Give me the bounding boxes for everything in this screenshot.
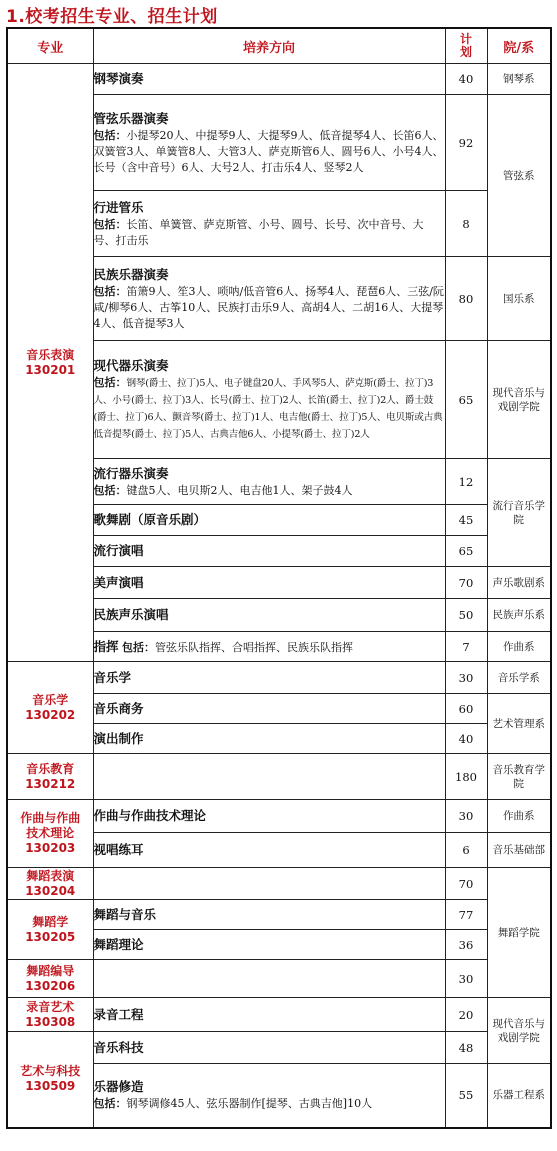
direction-cell: 歌舞剧（原音乐剧） xyxy=(93,505,445,536)
plan-cell: 70 xyxy=(445,567,487,599)
direction-cell: 美声演唱 xyxy=(93,567,445,599)
plan-cell: 180 xyxy=(445,754,487,800)
dept-cell: 作曲系 xyxy=(487,632,551,662)
plan-cell: 45 xyxy=(445,505,487,536)
plan-cell: 80 xyxy=(445,257,487,341)
plan-cell: 40 xyxy=(445,724,487,754)
table-row xyxy=(7,64,551,95)
dept-cell: 钢琴系 xyxy=(487,64,551,95)
dept-cell: 管弦系 xyxy=(487,95,551,257)
direction-cell: 作曲与作曲技术理论 xyxy=(93,800,445,833)
plan-cell: 70 xyxy=(445,868,487,900)
direction-cell: 音乐科技 xyxy=(93,1032,445,1064)
dept-cell: 现代音乐与戏剧学院 xyxy=(487,998,551,1064)
enrollment-table xyxy=(6,27,552,1129)
direction-cell: 管弦乐器演奏 包括：小提琴20人、中提琴9人、大提琴9人、低音提琴4人、长笛6人、双簧管3人、单簧管8人、大管3人、萨克斯管6人、圆号6人、小号4人、长号（含中音号）6人、大号2人、打击乐4人、竖琴2人 xyxy=(93,95,445,191)
dept-cell: 舞蹈学院 xyxy=(487,868,551,998)
plan-cell: 20 xyxy=(445,998,487,1032)
plan-cell: 30 xyxy=(445,800,487,833)
direction-cell: 演出制作 xyxy=(93,724,445,754)
dept-cell: 作曲系 xyxy=(487,800,551,833)
direction-cell xyxy=(93,960,445,998)
plan-cell: 50 xyxy=(445,599,487,632)
table-row xyxy=(7,662,551,694)
header-plan: 计划 xyxy=(445,28,487,64)
table-header-row xyxy=(7,28,551,64)
major-cell: 音乐教育 130212 xyxy=(7,754,93,800)
dept-cell: 音乐学系 xyxy=(487,662,551,694)
plan-cell: 40 xyxy=(445,64,487,95)
header-direction: 培养方向 xyxy=(93,28,445,64)
header-major: 专业 xyxy=(7,28,93,64)
page-title: 1.校考招生专业、招生计划 xyxy=(6,7,218,27)
table-row xyxy=(7,960,551,998)
direction-cell: 舞蹈与音乐 xyxy=(93,900,445,930)
table-row xyxy=(7,998,551,1032)
table-row xyxy=(7,900,551,930)
dept-cell: 流行音乐学院 xyxy=(487,459,551,567)
direction-cell: 现代器乐演奏 包括：钢琴(爵士、拉丁)5人、电子键盘20人、手风琴5人、萨克斯(爵士、拉丁)3人、小号(爵士、拉丁)3人、长号(爵士、拉丁)2人、长笛(爵士、拉丁)2人、爵士鼓(爵士、拉丁)6人、颤音琴(爵士、拉丁)1人、电吉他(爵士、拉丁)5人、电贝斯或古典低音提琴(爵士、拉丁)5人、古典吉他6人、小提琴(爵士、拉丁)2人 xyxy=(93,341,445,459)
direction-cell: 音乐商务 xyxy=(93,694,445,724)
plan-cell: 77 xyxy=(445,900,487,930)
dept-cell: 音乐基础部 xyxy=(487,833,551,868)
major-cell: 音乐学 130202 xyxy=(7,662,93,754)
major-cell: 舞蹈表演 130204 xyxy=(7,868,93,900)
plan-cell: 65 xyxy=(445,536,487,567)
plan-cell: 60 xyxy=(445,694,487,724)
dept-cell: 音乐教育学院 xyxy=(487,754,551,800)
plan-cell: 55 xyxy=(445,1064,487,1128)
direction-cell: 音乐学 xyxy=(93,662,445,694)
direction-cell: 指挥 包括：管弦乐队指挥、合唱指挥、民族乐队指挥 xyxy=(93,632,445,662)
dept-cell: 声乐歌剧系 xyxy=(487,567,551,599)
major-cell: 音乐表演 130201 xyxy=(7,64,93,662)
plan-cell: 48 xyxy=(445,1032,487,1064)
direction-cell: 录音工程 xyxy=(93,998,445,1032)
major-cell: 作曲与作曲技术理论 130203 xyxy=(7,800,93,868)
plan-cell: 12 xyxy=(445,459,487,505)
plan-cell: 30 xyxy=(445,662,487,694)
direction-cell: 视唱练耳 xyxy=(93,833,445,868)
plan-cell: 8 xyxy=(445,191,487,257)
major-cell: 艺术与科技 130509 xyxy=(7,1032,93,1128)
table-row xyxy=(7,754,551,800)
dept-cell: 民族声乐系 xyxy=(487,599,551,632)
dept-cell: 艺术管理系 xyxy=(487,694,551,754)
table-row xyxy=(7,800,551,833)
direction-cell: 流行演唱 xyxy=(93,536,445,567)
plan-cell: 92 xyxy=(445,95,487,191)
direction-cell: 钢琴演奏 xyxy=(93,64,445,95)
table-row xyxy=(7,1032,551,1064)
plan-cell: 65 xyxy=(445,341,487,459)
dept-cell: 国乐系 xyxy=(487,257,551,341)
direction-cell: 民族乐器演奏 包括：笛箫9人、笙3人、唢呐/低音管6人、扬琴4人、琵琶6人、三弦/阮咸/柳琴6人、古筝10人、民族打击乐9人、高胡4人、二胡16人、大提琴4人、低音提琴3人 xyxy=(93,257,445,341)
header-dept: 院/系 xyxy=(487,28,551,64)
major-cell: 舞蹈学 130205 xyxy=(7,900,93,960)
direction-cell xyxy=(93,868,445,900)
major-cell: 录音艺术 130308 xyxy=(7,998,93,1032)
dept-cell: 现代音乐与戏剧学院 xyxy=(487,341,551,459)
direction-cell: 行进管乐 包括：长笛、单簧管、萨克斯管、小号、圆号、长号、次中音号、大号、打击乐 xyxy=(93,191,445,257)
direction-cell: 流行器乐演奏 包括：键盘5人、电贝斯2人、电吉他1人、架子鼓4人 xyxy=(93,459,445,505)
direction-cell: 乐器修造 包括：钢琴调修45人、弦乐器制作[提琴、古典吉他]10人 xyxy=(93,1064,445,1128)
plan-cell: 7 xyxy=(445,632,487,662)
plan-cell: 30 xyxy=(445,960,487,998)
direction-cell xyxy=(93,754,445,800)
direction-cell: 舞蹈理论 xyxy=(93,930,445,960)
dept-cell: 乐器工程系 xyxy=(487,1064,551,1128)
plan-cell: 36 xyxy=(445,930,487,960)
table-row xyxy=(7,868,551,900)
plan-cell: 6 xyxy=(445,833,487,868)
major-cell: 舞蹈编导 130206 xyxy=(7,960,93,998)
direction-cell: 民族声乐演唱 xyxy=(93,599,445,632)
